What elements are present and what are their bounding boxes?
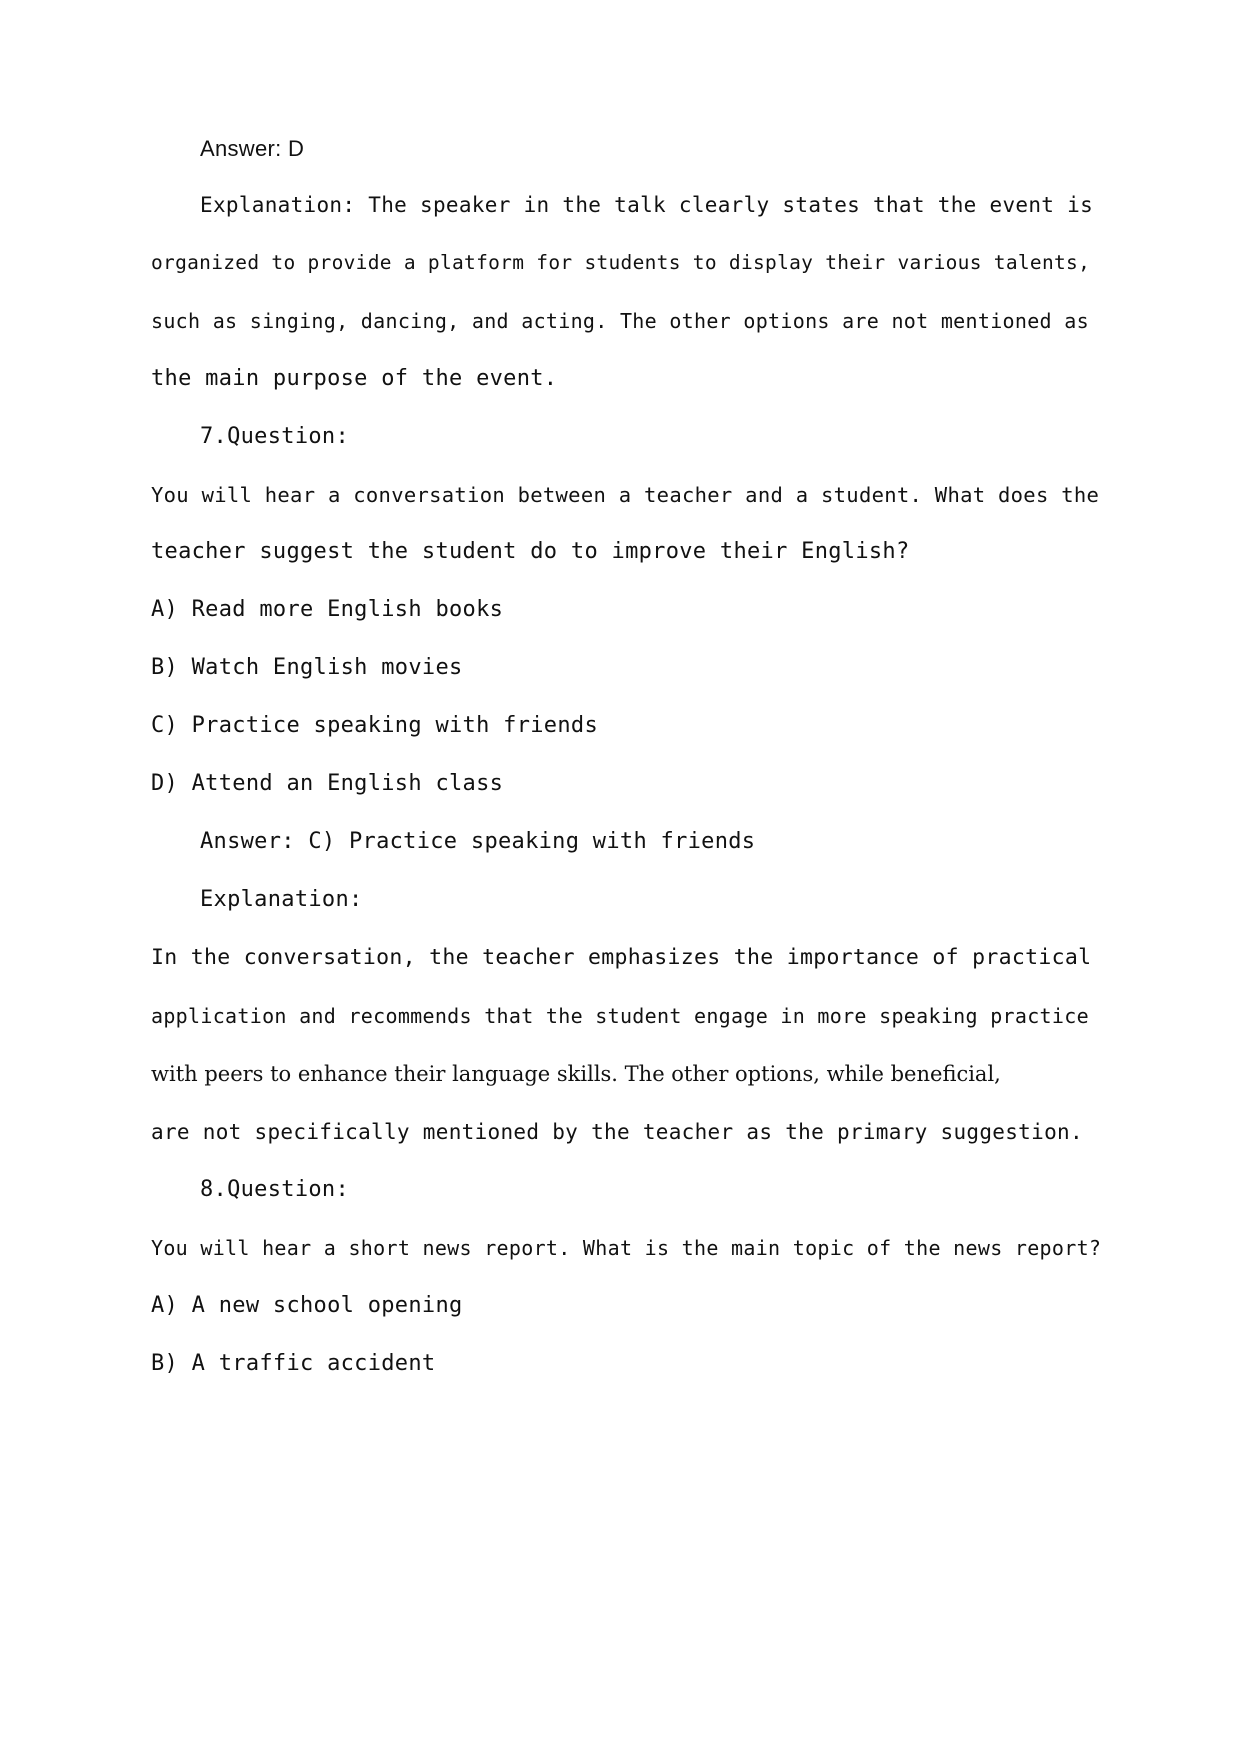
q7-explanation-label: Explanation: bbox=[200, 887, 363, 912]
q8-heading: 8.Question: bbox=[200, 1177, 349, 1202]
q6-explanation-line-3: such as singing, dancing, and acting. The other options are not mentioned as bbox=[151, 309, 1089, 333]
q6-explanation-line-2: organized to provide a platform for students to display their various talents, bbox=[151, 251, 1091, 274]
q7-option-a: A) Read more English books bbox=[151, 597, 504, 622]
q8-option-b: B) A traffic accident bbox=[151, 1351, 436, 1376]
q7-heading: 7.Question: bbox=[200, 424, 349, 449]
q6-answer: Answer: D bbox=[200, 136, 305, 161]
q7-explanation-line-3: with peers to enhance their language skills. The other options, while beneficial, bbox=[151, 1062, 1001, 1086]
q7-explanation-line-4: are not specifically mentioned by the teacher as the primary suggestion. bbox=[151, 1120, 1083, 1144]
q7-option-c: C) Practice speaking with friends bbox=[151, 713, 598, 738]
q7-explanation-line-2: application and recommends that the student engage in more speaking practice bbox=[151, 1004, 1089, 1028]
q7-prompt-line-1: You will hear a conversation between a teacher and a student. What does the bbox=[151, 483, 1100, 507]
q7-option-b: B) Watch English movies bbox=[151, 655, 463, 680]
q6-explanation-line-1: Explanation: The speaker in the talk clearly states that the event is bbox=[200, 193, 1094, 217]
q8-prompt-line-1: You will hear a short news report. What is the main topic of the news report? bbox=[151, 1236, 1102, 1260]
q7-explanation-line-1: In the conversation, the teacher emphasizes the importance of practical bbox=[151, 945, 1092, 970]
q7-option-d: D) Attend an English class bbox=[151, 771, 504, 796]
q8-option-a: A) A new school opening bbox=[151, 1293, 463, 1318]
q7-prompt-line-2: teacher suggest the student do to improve their English? bbox=[151, 539, 910, 564]
q6-explanation-line-4: the main purpose of the event. bbox=[151, 366, 558, 391]
q7-answer: Answer: C) Practice speaking with friends bbox=[200, 829, 756, 854]
